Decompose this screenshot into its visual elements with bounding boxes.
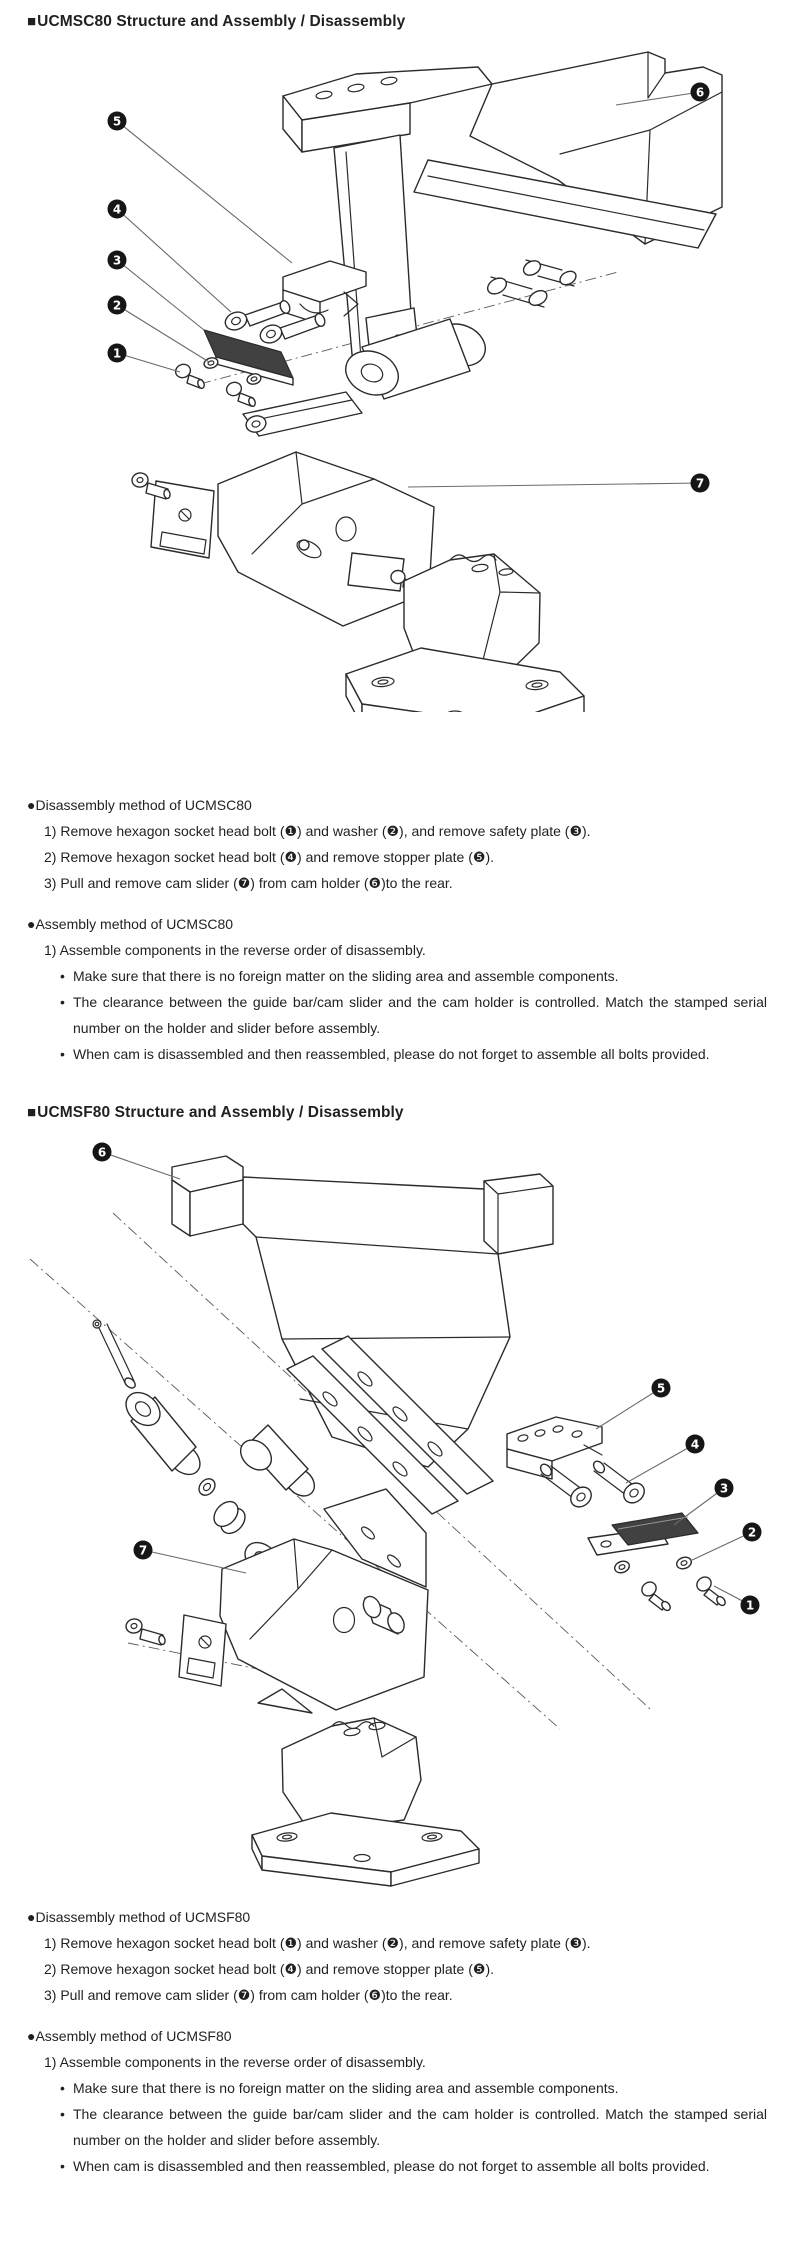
- callout-leader-line: [102, 1152, 180, 1179]
- washers-drawing: [613, 1555, 693, 1574]
- section-square-marker: ■: [27, 1104, 37, 1121]
- disassembly-step: 1) Remove hexagon socket head bolt (❶) and washer (❷), and remove safety plate (❸).: [44, 823, 591, 839]
- assembly-note: • The clearance between the guide bar/cam slider and the cam holder is controlled. Match the stamped serial number on the holder and slider before assembly.: [27, 2101, 767, 2153]
- assembly-note: • Make sure that there is no foreign matter on the sliding area and assemble components.: [27, 963, 767, 989]
- callout-number: 3: [112, 253, 122, 268]
- assembly-step: 1) Assemble components in the reverse order of disassembly.: [44, 942, 426, 958]
- callout-number: 4: [112, 202, 122, 217]
- disassembly-step: 2) Remove hexagon socket head bolt (❹) and remove stopper plate (❺).: [44, 849, 494, 865]
- callout-leader-line: [690, 1532, 752, 1561]
- disassembly-step: 3) Pull and remove cam slider (❼) from cam holder (❻)to the rear.: [44, 1987, 453, 2003]
- section-square-marker: ■: [27, 13, 37, 30]
- callout-leader-line: [596, 1388, 661, 1429]
- ucmsc80-text-block: [27, 792, 767, 1067]
- assembly-note: • Make sure that there is no foreign matter on the sliding area and assemble components.: [27, 2075, 767, 2101]
- section-title-text: UCMSF80 Structure and Assembly / Disassembly: [37, 1104, 404, 1121]
- stopper-plate-drawing: [507, 1417, 602, 1479]
- disassembly-step: 3) Pull and remove cam slider (❼) from cam holder (❻)to the rear.: [44, 875, 453, 891]
- section-title-ucmsf80: [27, 1103, 767, 1123]
- method-dot-marker: ●: [27, 797, 36, 813]
- small-screws-drawing: [639, 1574, 727, 1612]
- cam-holder-drawing: [283, 52, 722, 393]
- assembly-heading: ●Assembly method of UCMSF80: [27, 2028, 232, 2044]
- callout-leader-line: [626, 1444, 695, 1483]
- method-dot-marker: ●: [27, 1909, 36, 1925]
- callout-leader-line: [117, 260, 204, 330]
- callout-number: 4: [690, 1437, 700, 1452]
- callout-number: 2: [112, 298, 122, 313]
- disassembly-heading: ●Disassembly method of UCMSF80: [27, 1909, 251, 1925]
- cam-holder-drawing: [172, 1156, 553, 1514]
- callout-number: 7: [695, 476, 705, 491]
- method-dot-marker: ●: [27, 2028, 36, 2044]
- callout-number: 2: [747, 1525, 757, 1540]
- callout-leader-line: [117, 353, 180, 372]
- callout-number: 5: [656, 1381, 666, 1396]
- ucmsf80-text-block: [27, 1904, 767, 2179]
- assembly-note: • When cam is disassembled and then reassembled, please do not forget to assemble all bolts provided.: [27, 2153, 767, 2179]
- assembly-step: 1) Assemble components in the reverse order of disassembly.: [44, 2054, 426, 2070]
- section-title-text: UCMSC80 Structure and Assembly / Disassembly: [37, 13, 406, 30]
- callout-number: 1: [745, 1598, 755, 1613]
- callout-number: 3: [719, 1481, 729, 1496]
- callout-number: 6: [695, 85, 705, 100]
- callout-leader-line: [117, 305, 209, 362]
- note-bullet: •: [60, 1046, 65, 1062]
- note-bullet: •: [60, 2106, 65, 2122]
- callout-leader-line: [117, 121, 292, 263]
- callout-leader-line: [117, 209, 231, 312]
- base-drawing: [252, 1718, 479, 1886]
- note-bullet: •: [60, 968, 65, 984]
- hex-bolts-drawing: [538, 1459, 648, 1511]
- disassembly-step: 1) Remove hexagon socket head bolt (❶) and washer (❷), and remove safety plate (❸).: [44, 1935, 591, 1951]
- method-dot-marker: ●: [27, 916, 36, 932]
- assembly-note: • When cam is disassembled and then reassembled, please do not forget to assemble all bolts provided.: [27, 1041, 767, 1067]
- assembly-note: • The clearance between the guide bar/cam slider and the cam holder is controlled. Match the stamped serial number on the holder and slider before assembly.: [27, 989, 767, 1041]
- exploded-diagram-ucmsc80: [0, 32, 794, 712]
- note-bullet: •: [60, 2158, 65, 2174]
- callout-number: 7: [138, 1543, 148, 1558]
- exploded-diagram-ucmsf80: [0, 1137, 794, 1887]
- disassembly-step: 2) Remove hexagon socket head bolt (❹) and remove stopper plate (❺).: [44, 1961, 494, 1977]
- section-title-ucmsc80: [27, 12, 767, 32]
- note-bullet: •: [60, 994, 65, 1010]
- callout-number: 5: [112, 114, 122, 129]
- callout-number: 1: [112, 346, 122, 361]
- assembly-heading: ●Assembly method of UCMSC80: [27, 916, 234, 932]
- disassembly-heading: ●Disassembly method of UCMSC80: [27, 797, 252, 813]
- callout-leader-line: [143, 1550, 246, 1573]
- callout-leader-line: [408, 483, 700, 487]
- note-bullet: •: [60, 2080, 65, 2096]
- cam-slider-drawing: [131, 392, 434, 626]
- callout-number: 6: [97, 1145, 107, 1160]
